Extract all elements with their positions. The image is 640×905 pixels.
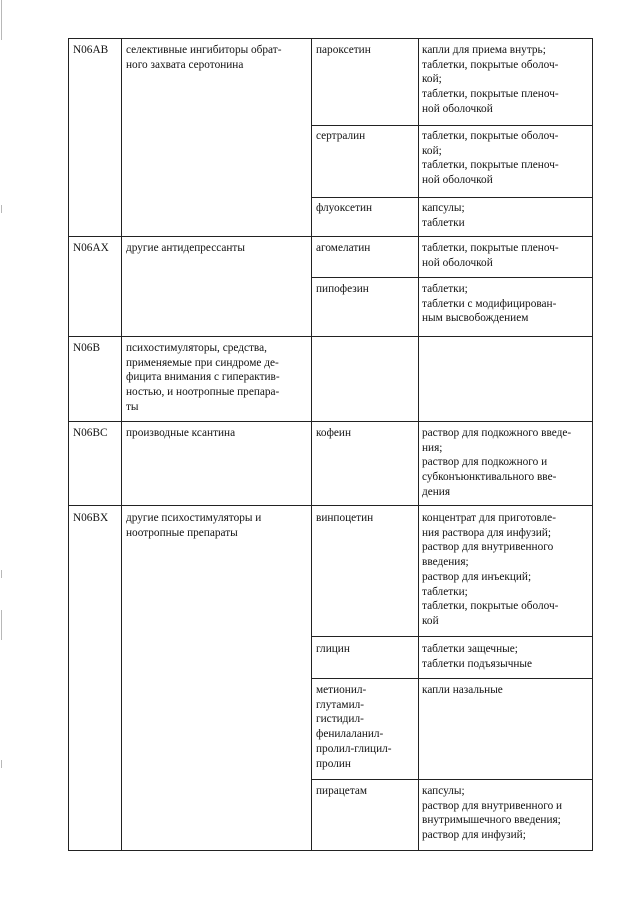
table-border-bottom	[68, 850, 593, 851]
drug-row-divider	[311, 678, 593, 679]
table-border-left	[68, 38, 69, 851]
scan-margin-mark	[1, 610, 2, 640]
dosage-forms: раствор для подкожного введе- ния; раствор для подкожного и субконъюнктивального вве- дения	[422, 427, 572, 498]
drug-row-divider	[311, 197, 593, 198]
drug-row-divider	[311, 779, 593, 780]
dosage-forms: таблетки защечные; таблетки подъязычные	[422, 643, 533, 670]
drug-table	[68, 38, 593, 851]
dosage-forms: капсулы; таблетки	[422, 202, 465, 229]
atc-group-name: селективные ингибиторы обрат- ного захвата серотонина	[126, 44, 282, 71]
dosage-forms: концентрат для приготовле- ния раствора для инфузий; раствор для внутривенного введения; раствор для инъекций; таблетки; таблетки, покрытые оболоч- кой	[422, 512, 559, 627]
column-divider-drug	[418, 38, 419, 851]
scan-margin-mark	[1, 570, 2, 578]
dosage-forms: капли назальные	[422, 684, 503, 696]
drug-name: кофеин	[316, 427, 351, 439]
dosage-forms: капли для приема внутрь; таблетки, покрытые оболоч- кой; таблетки, покрытые пленоч- ной оболочкой	[422, 44, 559, 115]
table-border-right	[592, 38, 593, 851]
atc-code: N06B	[73, 342, 100, 354]
drug-name: метионил- глутамил- гистидил- фенилаланил- пролил-глицил- пролин	[316, 684, 392, 770]
atc-group-name: другие антидепрессанты	[126, 242, 245, 254]
scan-margin-mark	[1, 760, 2, 768]
dosage-forms: таблетки, покрытые оболоч- кой; таблетки, покрытые пленоч- ной оболочкой	[422, 130, 559, 187]
drug-name: пирацетам	[316, 785, 368, 797]
scan-margin-mark	[1, 205, 2, 213]
column-divider-group	[311, 38, 312, 851]
dosage-forms: таблетки; таблетки с модифицирован- ным высвобождением	[422, 283, 557, 325]
dosage-forms: капсулы; раствор для внутривенного и внутримышечного введения; раствор для инфузий;	[422, 785, 563, 842]
drug-name: сертралин	[316, 130, 366, 142]
drug-name: агомелатин	[316, 242, 371, 254]
atc-code: N06AB	[73, 44, 109, 56]
group-divider	[68, 336, 593, 337]
drug-name: глицин	[316, 643, 350, 655]
drug-name: винпоцетин	[316, 512, 374, 524]
table-border-top	[68, 38, 593, 39]
atc-group-name: производные ксантина	[126, 427, 236, 439]
group-divider	[68, 505, 593, 506]
dosage-forms: таблетки, покрытые пленоч- ной оболочкой	[422, 242, 559, 269]
drug-name: флуоксетин	[316, 202, 373, 214]
atc-group-name: другие психостимуляторы и ноотропные препараты	[126, 512, 262, 539]
group-divider	[68, 421, 593, 422]
column-divider-code	[121, 38, 122, 851]
drug-row-divider	[311, 636, 593, 637]
atc-group-name: психостимуляторы, средства, применяемые при синдроме де- фицита внимания с гиперактив- ностью, и ноотропные препара- ты	[126, 342, 280, 413]
group-divider	[68, 236, 593, 237]
drug-row-divider	[311, 277, 593, 278]
drug-name: пароксетин	[316, 44, 371, 56]
atc-code: N06BC	[73, 427, 108, 439]
scan-margin-mark	[1, 0, 2, 40]
drug-name: пипофезин	[316, 283, 369, 295]
drug-row-divider	[311, 125, 593, 126]
atc-code: N06AX	[73, 242, 109, 254]
atc-code: N06BX	[73, 512, 109, 524]
